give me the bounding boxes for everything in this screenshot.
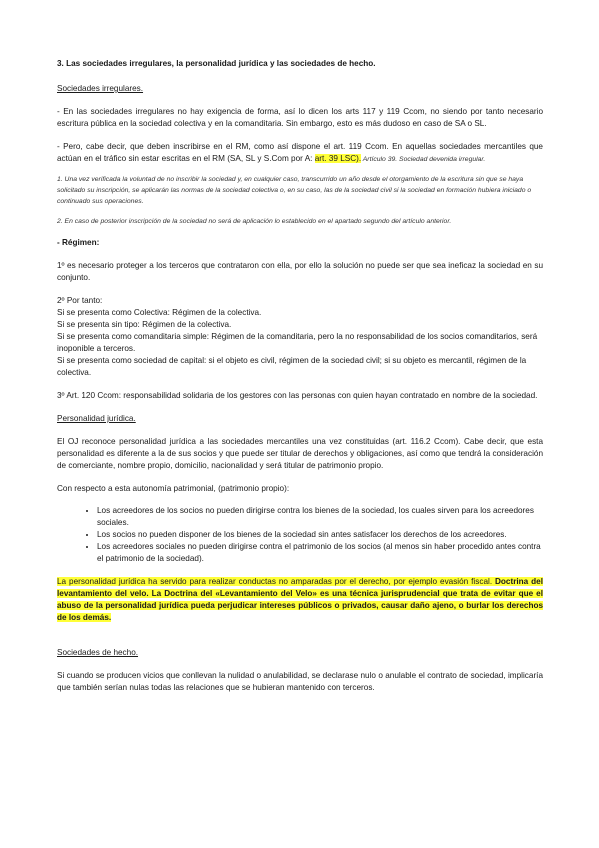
paragraph-hecho: Si cuando se producen vicios que conllevan la nulidad o anulabilidad, se declarase nulo o anulable el contrato de sociedad, implicaría que también serían nulas todas las relaciones que se hubieran mantenido con terceros. bbox=[57, 671, 543, 692]
bullet-list bbox=[57, 505, 543, 565]
paragraph-personalidad: El OJ reconoce personalidad jurídica a las sociedades mercantiles una vez constituidas (art. 116.2 Ccom). Cabe decir, que esta personalidad es diferente a la de sus socios y que puede ser titular de derechos y obligaciones, así como que tendrá la consideración de comerciante, nombre propio, domicilio, nacionalidad y será titular de patrimonio propio. bbox=[57, 437, 543, 470]
heading-personalidad-juridica: Personalidad jurídica. bbox=[57, 414, 136, 423]
heading-sociedades-irregulares: Sociedades irregulares. bbox=[57, 84, 144, 93]
regimen-2-block bbox=[57, 295, 543, 379]
paragraph-inscripcion bbox=[57, 141, 543, 165]
highlight-doctrina: Doctrina del levantamiento del velo. La Doctrina del «Levantamiento del Velo» es una técnica jurisprudencial que trata de evitar que el abuso de la personalidad jurídica pueda perjudicar intereses públicos o privados, causar daño ajeno, o burlar los derechos de los demás. bbox=[57, 577, 543, 622]
highlight-evasion: La personalidad jurídica ha servido para realizar conductas no amparadas por el derecho, por ejemplo evasión fiscal. bbox=[57, 577, 493, 586]
regimen-3: 3º Art. 120 Ccom: responsabilidad solidaria de los gestores con las personas con quien hayan contratado en nombre de la sociedad. bbox=[57, 391, 538, 400]
heading-sociedades-de-hecho: Sociedades de hecho. bbox=[57, 648, 139, 657]
paragraph-forma: - En las sociedades irregulares no hay exigencia de forma, así lo dicen los arts 117 y 119 Ccom, no siendo por tanto necesario escritura pública en la sociedad colectiva y en la comanditaria. Sin embargo, esto es más dudoso en caso de SA o SL. bbox=[57, 107, 543, 128]
note-art39-1: 1. Una vez verificada la voluntad de no inscribir la sociedad y, en cualquier caso, transcurrido un año desde el otorgamiento de la escritura sin que se haya solicitado su inscripción, se aplicarán las normas de la sociedad colectiva o, en su caso, las de la sociedad civil si la sociedad en formación hubiera iniciado o continuado sus operaciones. bbox=[57, 176, 532, 205]
list-item: • Los socios no pueden disponer de los bienes de la sociedad sin antes satisfacer los derechos de los acreedores. bbox=[97, 529, 543, 541]
paragraph-autonomia: Con respecto a esta autonomía patrimonial, (patrimonio propio): bbox=[57, 484, 290, 493]
regimen-1: 1º es necesario proteger a los terceros que contrataron con ella, por ello la solución no puede ser que sea ineficaz la sociedad en su conjunto. bbox=[57, 261, 543, 282]
regimen-label: - Régimen: bbox=[57, 238, 100, 247]
regimen-2-line: 2º Por tanto: bbox=[57, 296, 103, 305]
art39-title: Artículo 39. Sociedad devenida irregular. bbox=[361, 156, 486, 163]
regimen-2-line: Si se presenta sin tipo: Régimen de la colectiva. bbox=[57, 320, 232, 329]
regimen-2-line: Si se presenta como Colectiva: Régimen de la colectiva. bbox=[57, 308, 262, 317]
document-body bbox=[57, 58, 543, 694]
inscripcion-text: - Pero, cabe decir, que deben inscribirse en el RM, como así dispone el art. 119 Ccom. En aquellas sociedades mercantiles que actúan en el tráfico sin estar escritas en el RM (SA, SL y S.Com por A: bbox=[57, 142, 543, 163]
regimen-2-line: Si se presenta como comanditaria simple: Régimen de la comanditaria, pero la no responsabilidad de los socios comanditarios, será inoponible a terceros. bbox=[57, 332, 538, 353]
list-item: • Los acreedores sociales no pueden dirigirse contra el patrimonio de los socios (al menos sin haber procedido antes contra el patrimonio de la sociedad). bbox=[97, 541, 543, 565]
list-item: • Los acreedores de los socios no pueden dirigirse contra los bienes de la sociedad, los cuales sirven para los acreedores sociales. bbox=[97, 505, 543, 529]
note-art39-2: 2. En caso de posterior inscripción de la sociedad no será de aplicación lo establecido en el apartado segundo del artículo anterior. bbox=[57, 218, 452, 225]
highlight-art39: art. 39 LSC). bbox=[314, 154, 362, 163]
section-title: 3. Las sociedades irregulares, la personalidad jurídica y las sociedades de hecho. bbox=[57, 59, 376, 68]
paragraph-levantamiento-velo bbox=[57, 576, 543, 624]
regimen-2-line: Si se presenta como sociedad de capital: si el objeto es civil, régimen de la sociedad civil; si su objeto es mercantil, régimen de la colectiva. bbox=[57, 356, 527, 377]
